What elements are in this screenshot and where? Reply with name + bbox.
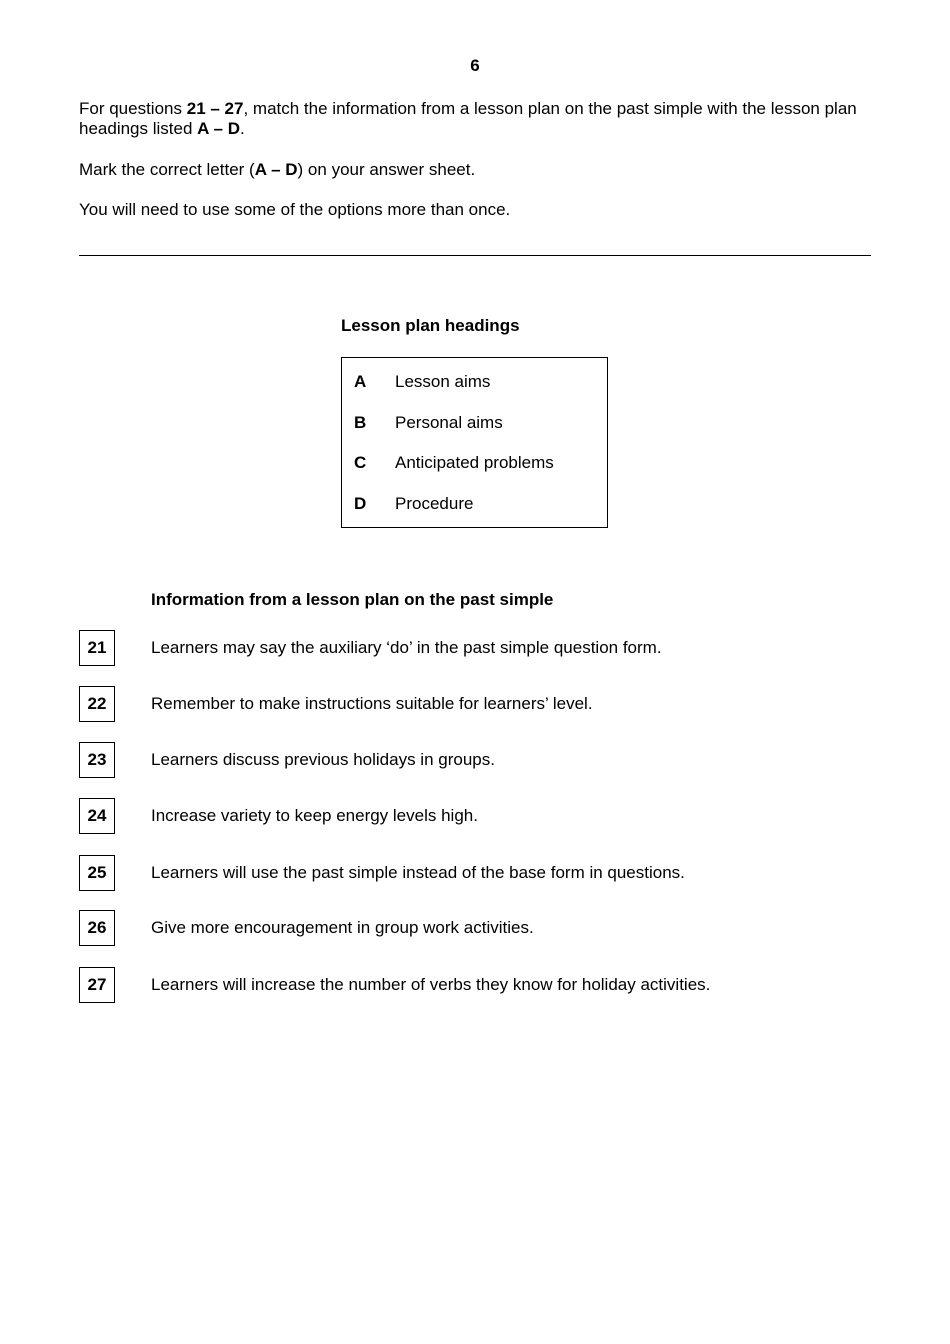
question-number-box: 22 [79, 686, 115, 722]
question-number-box: 25 [79, 855, 115, 891]
instruction-text: Mark the correct letter ( [79, 160, 255, 179]
question-number-box: 24 [79, 798, 115, 834]
instruction-paragraph-questions [79, 99, 879, 139]
option-text: Lesson aims [395, 372, 491, 391]
question-text: Learners discuss previous holidays in groups. [151, 750, 495, 769]
instruction-text: . [239, 119, 245, 138]
option-range: A – D [197, 119, 240, 138]
instruction-paragraph-options: You will need to use some of the options more than once. [79, 200, 511, 219]
option-text: Personal aims [395, 413, 503, 432]
question-text: Learners will increase the number of verbs they know for holiday activities. [151, 975, 711, 994]
instruction-paragraph-mark [79, 160, 879, 180]
page-number: 6 [470, 56, 480, 75]
instruction-text: ) on your answer sheet. [297, 160, 476, 179]
option-text: Procedure [395, 494, 474, 513]
question-text: Learners may say the auxiliary ‘do’ in the past simple question form. [151, 638, 662, 657]
instruction-text: For questions [79, 99, 187, 118]
option-text: Anticipated problems [395, 453, 554, 472]
question-range: 21 – 27 [186, 99, 244, 118]
question-text: Remember to make instructions suitable for learners’ level. [151, 694, 593, 713]
instruction-text: , match the information from a lesson plan on the past simple with the lesson plan headings listed [79, 99, 857, 138]
headings-options-box [341, 357, 608, 528]
question-number-box: 27 [79, 967, 115, 1003]
information-title: Information from a lesson plan on the past simple [151, 590, 554, 609]
question-number-box: 23 [79, 742, 115, 778]
headings-box-title: Lesson plan headings [341, 316, 520, 335]
option-range: A – D [254, 160, 298, 179]
option-letter: B [354, 413, 367, 432]
question-text: Learners will use the past simple instead of the base form in questions. [151, 863, 685, 882]
question-number-box: 26 [79, 910, 115, 946]
question-number-box: 21 [79, 630, 115, 666]
option-letter: A [354, 372, 367, 391]
option-letter: D [354, 494, 367, 513]
question-text: Increase variety to keep energy levels high. [151, 806, 478, 825]
question-text: Give more encouragement in group work activities. [151, 918, 534, 937]
horizontal-divider [79, 255, 871, 256]
option-letter: C [354, 453, 367, 472]
